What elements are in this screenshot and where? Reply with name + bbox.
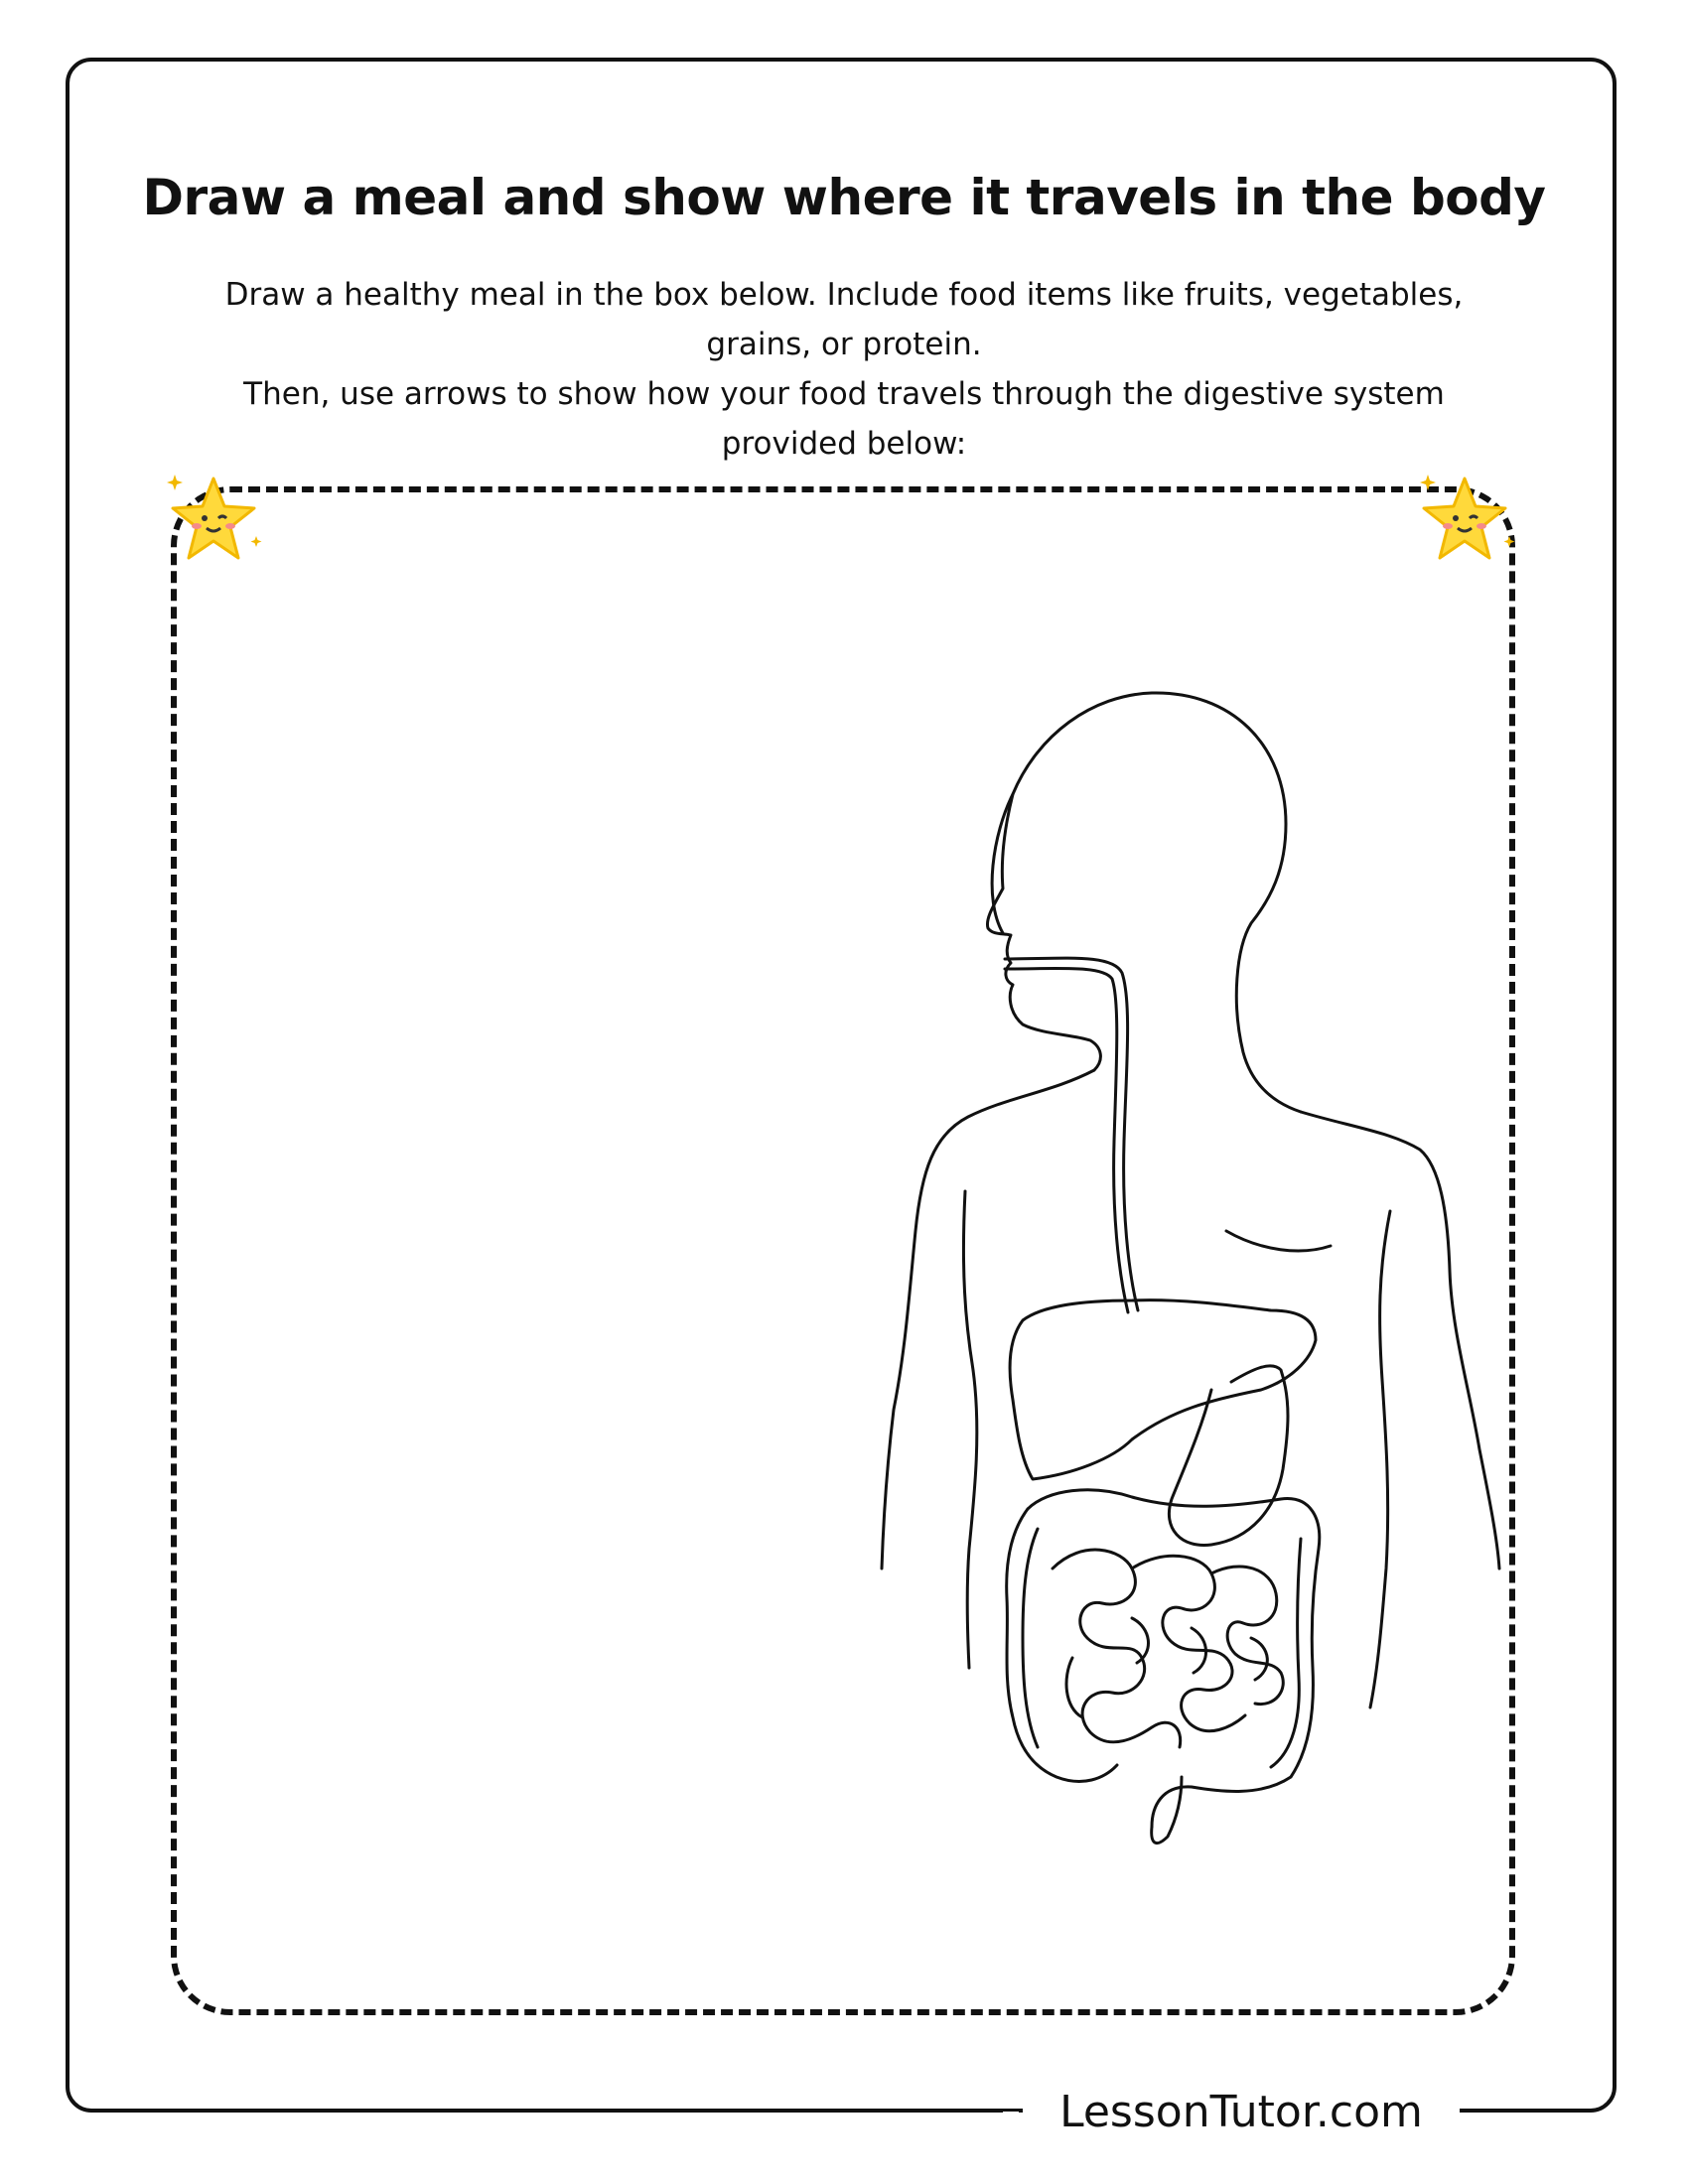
worksheet-title: Draw a meal and show where it travels in the body [142,169,1546,226]
right-shoulder [1301,1112,1499,1569]
face-profile [987,794,1100,1070]
esophagus-inner [1005,968,1128,1312]
liver [1010,1300,1316,1479]
instruction-line-2: Then, use arrows to show how your food travels through the digestive system provided below: [243,376,1445,462]
footer-brand: LessonTutor.com [1023,2085,1460,2140]
head-outline [992,693,1301,1112]
smiling-star-icon [159,467,268,576]
small-intestine-3 [1211,1567,1283,1705]
stomach [1169,1366,1288,1546]
right-torso-side [1370,1211,1390,1707]
small-intestine-4 [1066,1618,1267,1717]
digestive-system-outline [834,675,1509,1846]
smiling-star-icon [1410,467,1519,576]
colon-inner [1023,1529,1038,1747]
footer-line-left [1003,2112,1019,2116]
small-intestine [1053,1550,1181,1747]
colon-inner-right [1271,1539,1301,1767]
instructions [199,270,1489,469]
left-torso-side [963,1191,976,1668]
instruction-line-1: Draw a healthy meal in the box below. Include food items like fruits, vegetables, grains, or protein. [224,277,1464,362]
chest-line [1226,1231,1331,1251]
